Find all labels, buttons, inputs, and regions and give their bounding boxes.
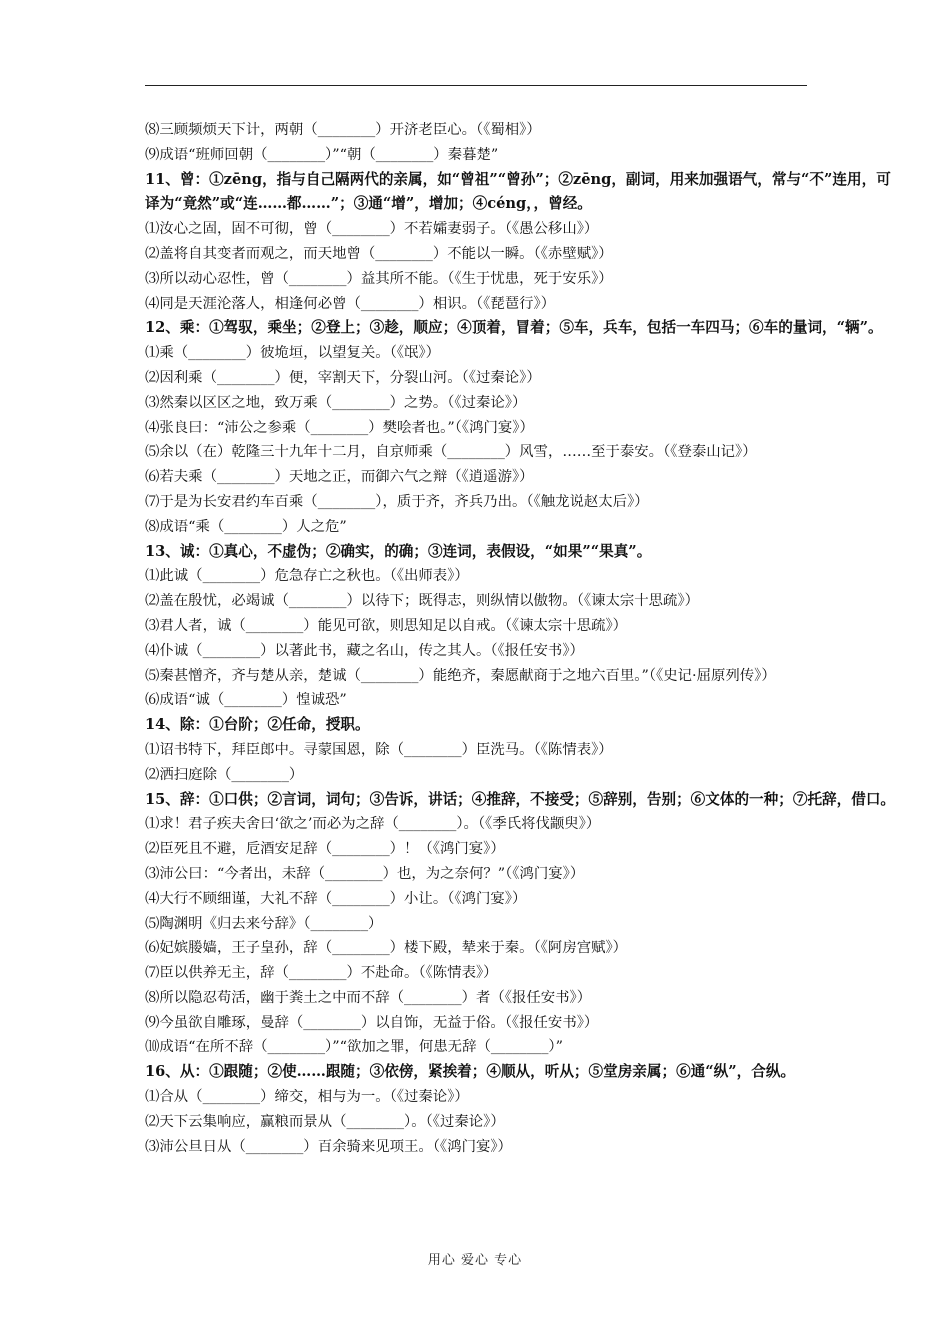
exercise-line: ⑺于是为长安君约车百乘（________），质于齐，齐兵乃出。（《触龙说赵太后》） (145, 493, 649, 510)
entry-heading: 14、除：①台阶；②任命，授职。 (145, 716, 370, 734)
exercise-line: ⑶君人者，诚（________）能见可欲，则思知足以自戒。（《谏太宗十思疏》） (145, 617, 628, 634)
exercise-line: ⑷大行不顾细谨，大礼不辞（________）小让。（《鸿门宴》） (145, 890, 527, 907)
exercise-line: ⑺臣以供养无主，辞（________）不赴命。（《陈情表》） (145, 965, 498, 982)
exercise-line: ⑷仆诚（________）以著此书，藏之名山，传之其人。（《报任安书》） (145, 642, 584, 659)
exercise-line: ⑶沛公曰：“今者出，未辞（________）也，为之奈何？”（《鸿门宴》） (145, 865, 585, 882)
exercise-line: ⑴合从（________）缔交，相与为一。（《过秦论》） (145, 1089, 469, 1106)
exercise-line: ⑴求！君子疾夫舍曰‘欲之’而必为之辞（________）。（《季氏将伐颛臾》） (145, 816, 601, 833)
exercise-line: ⑵盖在殷忧，必竭诚（________）以待下；既得志，则纵情以傲物。（《谏太宗十思疏》） (145, 593, 700, 610)
exercise-line: ⑶然秦以区区之地，致万乘（________）之势。（《过秦论》） (145, 394, 527, 411)
exercise-line: ⑻所以隐忍苟活，幽于粪土之中而不辞（________）者（《报任安书》） (145, 989, 592, 1006)
exercise-line: ⑵天下云集响应，赢粮而景从（________）。（《过秦论》） (145, 1113, 505, 1130)
exercise-line: ⑻三顾频烦天下计，两朝（________）开济老臣心。（《蜀相》） (145, 122, 541, 138)
exercise-line: ⑹妃嫔媵嫱，王子皇孙，辞（________）楼下殿，辇来于秦。（《阿房宫赋》） (145, 940, 628, 957)
exercise-line: ⑵盖将自其变者而观之，而天地曾（________）不能以一瞬。（《赤壁赋》） (145, 245, 613, 262)
entry-heading: 16、从：①跟随；②使……跟随；③依傍，紧挨着；④顺从，听从；⑤堂房亲属；⑥通“纵”，合纵。 (145, 1063, 796, 1081)
exercise-line: ⑴此诚（________）危急存亡之秋也。（《出师表》） (145, 568, 469, 585)
exercise-line: ⑻成语“乘（________）人之危” (145, 518, 347, 535)
exercise-line: ⑴乘（________）彼垝垣，以望复关。（《氓》） (145, 345, 440, 362)
exercise-line: ⑹若夫乘（________）天地之正，而御六气之辩（《逍遥游》） (145, 469, 534, 486)
exercise-line: ⑶所以动心忍性，曾（________）益其所不能。（《生于忧患，死于安乐》） (145, 270, 613, 287)
exercise-line: ⑸秦甚憎齐，齐与楚从亲，楚诚（________）能绝齐，秦愿献商于之地六百里。”（《史记·屈原列传》） (145, 667, 776, 684)
exercise-line: ⑸余以（在）乾隆三十九年十二月，自京师乘（________）风雪，……至于泰安。（《登泰山记》） (145, 444, 757, 461)
exercise-line: ⑸陶渊明《归去来兮辞》（________） (145, 915, 383, 932)
exercise-line: ⑴诏书特下，拜臣郎中。寻蒙国恩，除（________）臣洗马。（《陈情表》） (145, 741, 613, 758)
exercise-line: ⑼今虽欲自雕琢，曼辞（________）以自饰，无益于俗。（《报任安书》） (145, 1014, 599, 1031)
exercise-line: ⑵洒扫庭除（________） (145, 766, 304, 783)
header-rule (145, 85, 807, 86)
entry-heading: 11、曾：①zēng，指与自己隔两代的亲属，如“曾祖”“曾孙”；②zēng，副词，用来加强语气，常与“不”连用，可译为“竟然”或“连……都……”；③通“增”，增加；④céng，，曾经。 (145, 170, 891, 213)
exercise-line: ⑼成语“班师回朝（________）”“朝（________）秦暮楚” (145, 146, 499, 163)
exercise-line: ⑵臣死且不避，卮酒安足辞（________）！（《鸿门宴》） (145, 841, 505, 858)
exercise-line: ⑷张良曰：“沛公之参乘（________）樊哙者也。”（《鸿门宴》） (145, 419, 534, 436)
entry-heading: 13、诚：①真心，不虚伪；②确实，的确；③连词，表假设，“如果”“果真”。 (145, 542, 652, 560)
exercise-line: ⑷同是天涯沦落人，相逢何必曾（________）相识。（《琵琶行》） (145, 295, 556, 312)
exercise-line: ⑴汝心之固，固不可彻，曾（________）不若孀妻弱子。（《愚公移山》） (145, 221, 599, 238)
document-body (145, 118, 905, 1159)
exercise-line: ⑹成语“诚（________）惶诚恐” (145, 692, 347, 709)
entry-heading: 12、乘：①驾驭，乘坐；②登上；③趁，顺应；④顶着，冒着；⑤车，兵车，包括一车四马；⑥车的量词，“辆”。 (145, 319, 883, 337)
exercise-line: ⑵因利乘（________）便，宰割天下，分裂山河。（《过秦论》） (145, 369, 541, 386)
entry-heading: 15、辞：①口供；②言词，词句；③告诉，讲话；④推辞，不接受；⑤辞别，告别；⑥文体的一种；⑦托辞，借口。 (145, 790, 896, 808)
page-footer: 用心 爱心 专心 (427, 1253, 523, 1268)
exercise-line: ⑽成语“在所不辞（________）”“欲加之罪，何患无辞（________）” (145, 1039, 563, 1056)
exercise-line: ⑶沛公旦日从（________）百余骑来见项王。（《鸿门宴》） (145, 1138, 512, 1155)
